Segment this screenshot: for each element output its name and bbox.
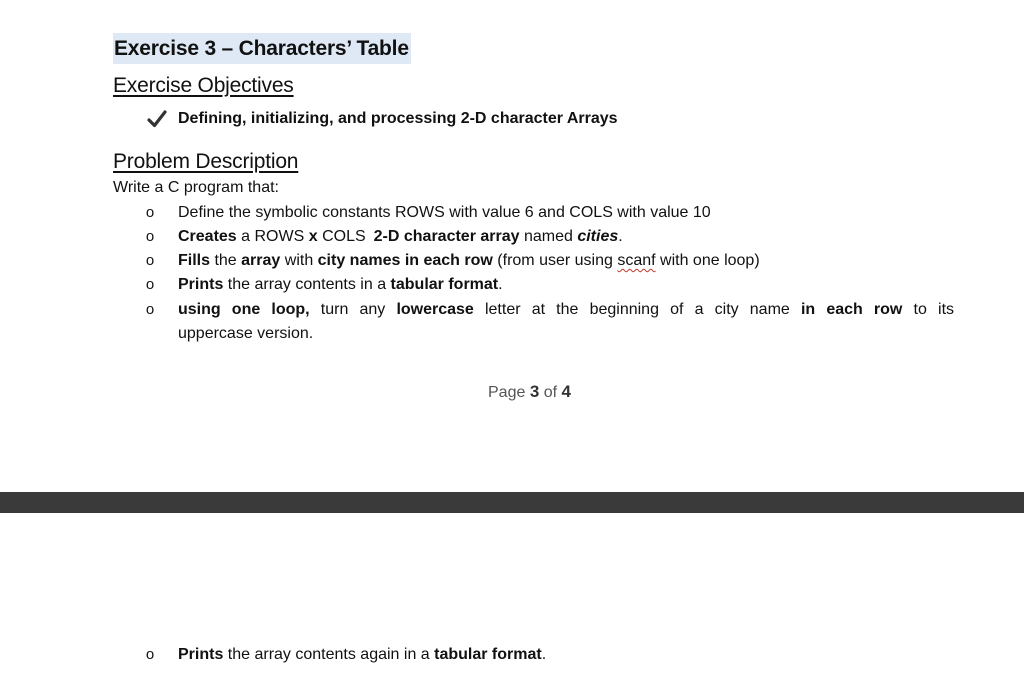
bullet: o xyxy=(145,646,155,663)
document-page-4 xyxy=(0,513,1024,675)
page-separator xyxy=(0,492,1024,513)
spelling-error-mark: scanf xyxy=(617,252,656,269)
item-text: Define the symbolic constants ROWS with value 6 and COLS with value 10 xyxy=(178,204,711,221)
exercise-title: Exercise 3 – Characters’ Table xyxy=(113,33,411,64)
bullet: o xyxy=(145,276,155,293)
item-text-continued: uppercase version. xyxy=(178,325,314,342)
bullet: o xyxy=(145,228,155,245)
list-item-loop xyxy=(144,298,954,346)
bullet: o xyxy=(145,204,155,221)
objectives-heading: Exercise Objectives xyxy=(113,74,294,97)
item-text: Creates a ROWS x COLS 2-D character array named cities. xyxy=(178,228,623,245)
item-text: Fills the array with city names in each row (from user using scanf with one loop) xyxy=(178,252,760,269)
item-text: Prints the array contents in a tabular format. xyxy=(178,276,503,293)
bullet: o xyxy=(145,252,155,269)
bullet: o xyxy=(145,301,155,318)
check-icon xyxy=(146,108,168,130)
page-number: Page 3 of 4 xyxy=(488,382,571,401)
problem-heading: Problem Description xyxy=(113,150,299,173)
objective-item xyxy=(146,107,618,131)
item-text: Prints the array contents again in a tabular format. xyxy=(178,646,547,663)
objective-text: Defining, initializing, and processing 2-D character Arrays xyxy=(178,110,618,127)
intro-text: Write a C program that: xyxy=(113,179,279,196)
item-text: using one loop, turn any lowercase letter at the beginning of a city name in each row to its xyxy=(178,301,955,318)
